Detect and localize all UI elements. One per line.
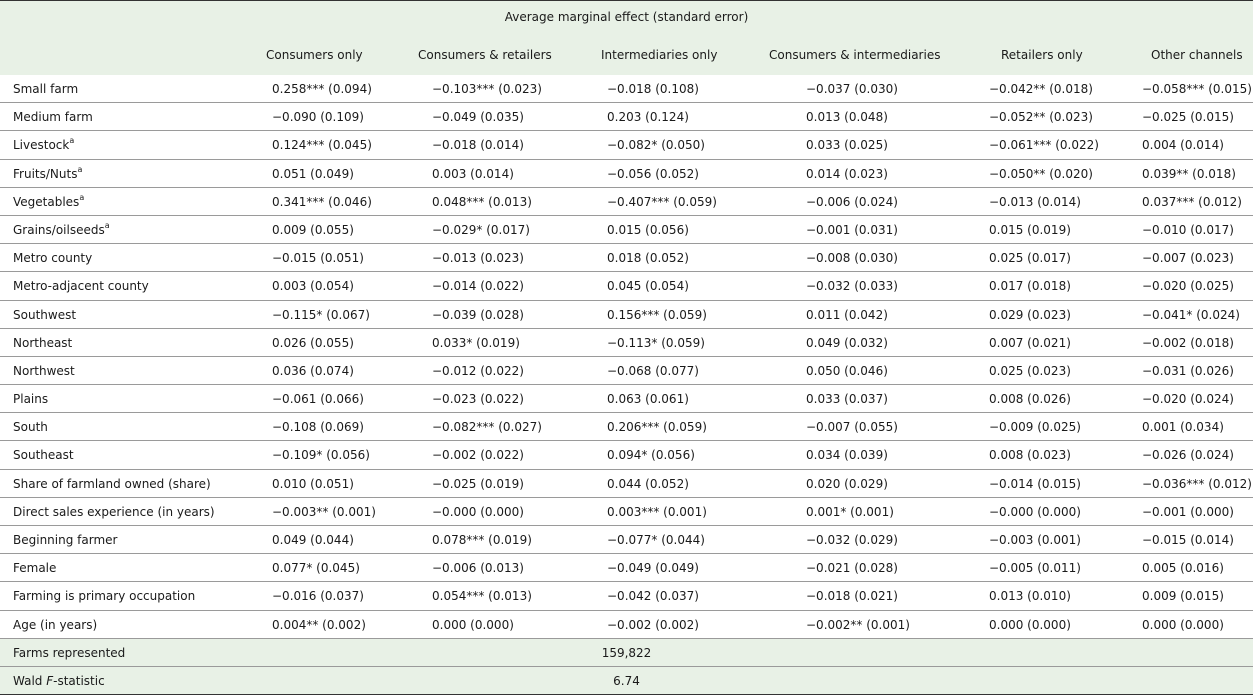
table-cell: 0.017 (0.018) <box>989 279 1071 294</box>
row-label <box>13 251 92 265</box>
table-cell: 0.078*** (0.019) <box>432 533 532 547</box>
table-row <box>0 470 1253 498</box>
row-label-text: Vegetables <box>13 194 80 209</box>
table-cell: 0.050 (0.046) <box>806 363 888 378</box>
table-cell: 0.003*** (0.001) <box>607 504 707 519</box>
table-cell: 0.341*** (0.046) <box>272 194 372 209</box>
table-cell: −0.041* (0.024) <box>1142 307 1240 322</box>
table-cell: −0.021 (0.028) <box>806 561 898 576</box>
table-cell: 0.003 (0.014) <box>432 166 514 181</box>
table-cell: −0.090 (0.109) <box>272 110 364 125</box>
table-cell: −0.002 (0.018) <box>1142 335 1234 350</box>
table-row <box>0 103 1253 131</box>
table-cell: −0.014 (0.015) <box>989 476 1081 491</box>
summary-label-part: F <box>46 673 54 688</box>
table-cell: −0.015 (0.014) <box>1142 533 1234 547</box>
table-cell: −0.115* (0.067) <box>272 307 370 322</box>
table-cell: −0.007 (0.055) <box>806 420 898 435</box>
table-cell: −0.031 (0.026) <box>1142 363 1234 378</box>
table-cell: 0.044 (0.052) <box>607 476 689 491</box>
table-cell: 0.015 (0.019) <box>989 222 1071 237</box>
table-cell: −0.003 (0.001) <box>989 533 1081 547</box>
table-cell: −0.068 (0.077) <box>607 363 699 378</box>
table-row <box>0 441 1253 469</box>
table-cell: −0.049 (0.049) <box>607 561 699 576</box>
row-label-text: Farming is primary occupation <box>13 589 196 604</box>
table-row <box>0 498 1253 526</box>
table-body <box>0 75 1253 695</box>
table-cell: 0.063 (0.061) <box>607 392 689 407</box>
row-label <box>13 533 117 547</box>
table-cell: 0.001* (0.001) <box>806 504 894 519</box>
table-cell: 0.000 (0.000) <box>989 617 1071 632</box>
footnote-marker: a <box>79 192 85 202</box>
row-label <box>13 138 74 152</box>
summary-row <box>0 639 1253 667</box>
row-label <box>13 618 97 632</box>
table-cell: 0.004** (0.002) <box>272 617 366 632</box>
table-cell: 0.010 (0.051) <box>272 476 354 491</box>
row-label <box>13 477 211 491</box>
row-label-text: Metro-adjacent county <box>13 279 149 294</box>
row-label-text: Female <box>13 561 57 576</box>
table-cell: −0.001 (0.000) <box>1142 504 1234 519</box>
table-cell: 0.054*** (0.013) <box>432 589 532 604</box>
table-cell: 0.029 (0.023) <box>989 307 1071 322</box>
table-row <box>0 244 1253 272</box>
table-cell: 0.011 (0.042) <box>806 307 888 322</box>
table-cell: 0.014 (0.023) <box>806 166 888 181</box>
table-cell: −0.014 (0.022) <box>432 279 524 294</box>
table-cell: 0.015 (0.056) <box>607 222 689 237</box>
table-cell: −0.037 (0.030) <box>806 82 898 96</box>
table-cell: −0.018 (0.014) <box>432 138 524 153</box>
table-cell: −0.018 (0.108) <box>607 82 699 96</box>
table-cell: 0.003 (0.054) <box>272 279 354 294</box>
table-cell: 0.013 (0.010) <box>989 589 1071 604</box>
table-cell: −0.007 (0.023) <box>1142 251 1234 266</box>
table-cell: 0.009 (0.015) <box>1142 589 1224 604</box>
footnote-marker: a <box>104 220 110 230</box>
row-label <box>13 192 85 209</box>
row-label-text: Share of farmland owned (share) <box>13 476 211 491</box>
summary-label-part: -statistic <box>53 673 105 688</box>
summary-label-part: Wald <box>13 673 47 688</box>
table-row <box>0 611 1253 639</box>
table-cell: 0.020 (0.029) <box>806 476 888 491</box>
column-header: Intermediaries only <box>601 48 718 62</box>
row-label-text: Northwest <box>13 363 75 378</box>
table-cell: 0.033 (0.037) <box>806 392 888 407</box>
table-row <box>0 301 1253 329</box>
table-cell: 0.001 (0.034) <box>1142 420 1224 435</box>
row-label-text: Southeast <box>13 448 74 463</box>
table-cell: −0.000 (0.000) <box>432 504 524 519</box>
table-row <box>0 272 1253 300</box>
table-cell: −0.006 (0.024) <box>806 194 898 209</box>
table-cell: 0.004 (0.014) <box>1142 138 1224 153</box>
table-cell: 0.124*** (0.045) <box>272 138 372 153</box>
row-label-text: Southwest <box>13 307 77 322</box>
table-cell: −0.032 (0.029) <box>806 533 898 547</box>
row-label-text: Direct sales experience (in years) <box>13 504 215 519</box>
table-cell: 0.203 (0.124) <box>607 110 689 125</box>
table-cell: 0.039** (0.018) <box>1142 166 1236 181</box>
table-cell: −0.026 (0.024) <box>1142 448 1234 463</box>
table-cell: −0.082*** (0.027) <box>432 420 542 435</box>
row-label <box>13 279 149 293</box>
table-cell: −0.003** (0.001) <box>272 504 376 519</box>
footnote-marker: a <box>77 164 83 174</box>
row-label-text: Fruits/Nuts <box>13 166 78 181</box>
column-header: Consumers & retailers <box>418 48 552 62</box>
column-header: Other channels <box>1151 48 1243 62</box>
row-label <box>13 589 195 603</box>
table-row <box>0 357 1253 385</box>
footnote-marker: a <box>69 136 75 146</box>
table-cell: −0.002** (0.001) <box>806 617 910 632</box>
table-cell: 0.025 (0.023) <box>989 363 1071 378</box>
table-cell: −0.032 (0.033) <box>806 279 898 294</box>
row-label-text: Plains <box>13 392 49 407</box>
table-cell: −0.025 (0.019) <box>432 476 524 491</box>
table-cell: 0.026 (0.055) <box>272 335 354 350</box>
summary-row <box>0 667 1253 695</box>
table-cell: −0.012 (0.022) <box>432 363 524 378</box>
table-cell: −0.052** (0.023) <box>989 110 1093 125</box>
column-header: Retailers only <box>1001 48 1083 62</box>
table-cell: −0.077* (0.044) <box>607 533 705 547</box>
table-cell: 0.033 (0.025) <box>806 138 888 153</box>
table-cell: −0.061*** (0.022) <box>989 138 1099 153</box>
table-title-row <box>0 0 1253 35</box>
table-row <box>0 188 1253 216</box>
table-row <box>0 75 1253 103</box>
table-cell: −0.042 (0.037) <box>607 589 699 604</box>
table-cell: −0.000 (0.000) <box>989 504 1081 519</box>
table-cell: −0.036*** (0.012) <box>1142 476 1252 491</box>
table-cell: −0.056 (0.052) <box>607 166 699 181</box>
table-cell: −0.029* (0.017) <box>432 222 530 237</box>
table-cell: 0.049 (0.032) <box>806 335 888 350</box>
table-row <box>0 216 1253 244</box>
table-cell: −0.020 (0.025) <box>1142 279 1234 294</box>
table-cell: 0.008 (0.026) <box>989 392 1071 407</box>
row-label <box>13 420 48 434</box>
table-cell: 0.077* (0.045) <box>272 561 360 576</box>
table-cell: −0.103*** (0.023) <box>432 82 542 96</box>
table-cell: −0.049 (0.035) <box>432 110 524 125</box>
table-cell: 0.156*** (0.059) <box>607 307 707 322</box>
table-row <box>0 526 1253 554</box>
table-cell: −0.025 (0.015) <box>1142 110 1234 125</box>
summary-label-part: Farms represented <box>13 645 126 660</box>
table-cell: 0.033* (0.019) <box>432 335 520 350</box>
table-cell: −0.002 (0.002) <box>607 617 699 632</box>
table-cell: −0.018 (0.021) <box>806 589 898 604</box>
table-cell: −0.113* (0.059) <box>607 335 705 350</box>
table-row <box>0 131 1253 159</box>
row-label-text: Grains/oilseeds <box>13 222 105 237</box>
table-cell: 0.034 (0.039) <box>806 448 888 463</box>
table-cell: −0.058*** (0.015) <box>1142 82 1252 96</box>
table-row <box>0 554 1253 582</box>
row-label <box>13 364 75 378</box>
row-label-text: Medium farm <box>13 110 93 125</box>
row-label <box>13 82 78 96</box>
summary-value: 159,822 <box>601 645 652 660</box>
table-cell: −0.061 (0.066) <box>272 392 364 407</box>
table-cell: −0.002 (0.022) <box>432 448 524 463</box>
row-label <box>13 505 215 519</box>
table-cell: 0.048*** (0.013) <box>432 194 532 209</box>
row-label-text: Beginning farmer <box>13 533 118 547</box>
row-label-text: Small farm <box>13 82 79 96</box>
table-cell: 0.009 (0.055) <box>272 222 354 237</box>
row-label <box>13 336 72 350</box>
table-cell: 0.206*** (0.059) <box>607 420 707 435</box>
table-cell: −0.109* (0.056) <box>272 448 370 463</box>
column-header: Consumers only <box>266 48 363 62</box>
table-row <box>0 385 1253 413</box>
table-cell: −0.407*** (0.059) <box>607 194 717 209</box>
row-label-text: Northeast <box>13 335 73 350</box>
row-label <box>13 561 56 575</box>
summary-value: 6.74 <box>613 673 640 688</box>
row-label-text: Age (in years) <box>13 617 98 632</box>
table-cell: 0.049 (0.044) <box>272 533 354 547</box>
row-label <box>13 308 76 322</box>
column-header-row <box>0 34 1253 76</box>
row-label-text: Metro county <box>13 251 93 266</box>
table-cell: 0.051 (0.049) <box>272 166 354 181</box>
table-cell: 0.037*** (0.012) <box>1142 194 1242 209</box>
table-cell: −0.020 (0.024) <box>1142 392 1234 407</box>
table-cell: 0.045 (0.054) <box>607 279 689 294</box>
table-cell: −0.016 (0.037) <box>272 589 364 604</box>
table-cell: −0.015 (0.051) <box>272 251 364 266</box>
row-label <box>13 164 83 181</box>
table-cell: −0.009 (0.025) <box>989 420 1081 435</box>
table-cell: −0.013 (0.014) <box>989 194 1081 209</box>
table-cell: −0.006 (0.013) <box>432 561 524 576</box>
table-cell: −0.108 (0.069) <box>272 420 364 435</box>
row-label <box>13 110 93 124</box>
table-cell: 0.013 (0.048) <box>806 110 888 125</box>
row-label-text: South <box>13 420 48 435</box>
table-cell: −0.001 (0.031) <box>806 222 898 237</box>
table-cell: 0.258*** (0.094) <box>272 82 372 96</box>
table-cell: 0.007 (0.021) <box>989 335 1071 350</box>
table-cell: −0.010 (0.017) <box>1142 222 1234 237</box>
table-cell: −0.039 (0.028) <box>432 307 524 322</box>
row-label <box>13 220 110 237</box>
table-cell: 0.094* (0.056) <box>607 448 695 463</box>
row-label <box>13 448 74 462</box>
column-header: Consumers & intermediaries <box>769 48 941 62</box>
table-cell: −0.008 (0.030) <box>806 251 898 266</box>
table-row <box>0 582 1253 610</box>
row-label-text: Livestock <box>13 138 70 153</box>
table-row <box>0 160 1253 188</box>
table-cell: −0.082* (0.050) <box>607 138 705 153</box>
table-cell: 0.000 (0.000) <box>1142 617 1224 632</box>
table-cell: −0.005 (0.011) <box>989 561 1081 576</box>
table-cell: −0.023 (0.022) <box>432 392 524 407</box>
table-cell: 0.000 (0.000) <box>432 617 514 632</box>
table-cell: −0.042** (0.018) <box>989 82 1093 96</box>
table-row <box>0 329 1253 357</box>
table-title: Average marginal effect (standard error) <box>504 10 749 24</box>
table-cell: 0.025 (0.017) <box>989 251 1071 266</box>
table-cell: −0.050** (0.020) <box>989 166 1093 181</box>
table-cell: 0.005 (0.016) <box>1142 561 1224 576</box>
table-cell: −0.013 (0.023) <box>432 251 524 266</box>
table-cell: 0.008 (0.023) <box>989 448 1071 463</box>
table-cell: 0.036 (0.074) <box>272 363 354 378</box>
row-label <box>13 392 48 406</box>
table-row <box>0 413 1253 441</box>
table-cell: 0.018 (0.052) <box>607 251 689 266</box>
